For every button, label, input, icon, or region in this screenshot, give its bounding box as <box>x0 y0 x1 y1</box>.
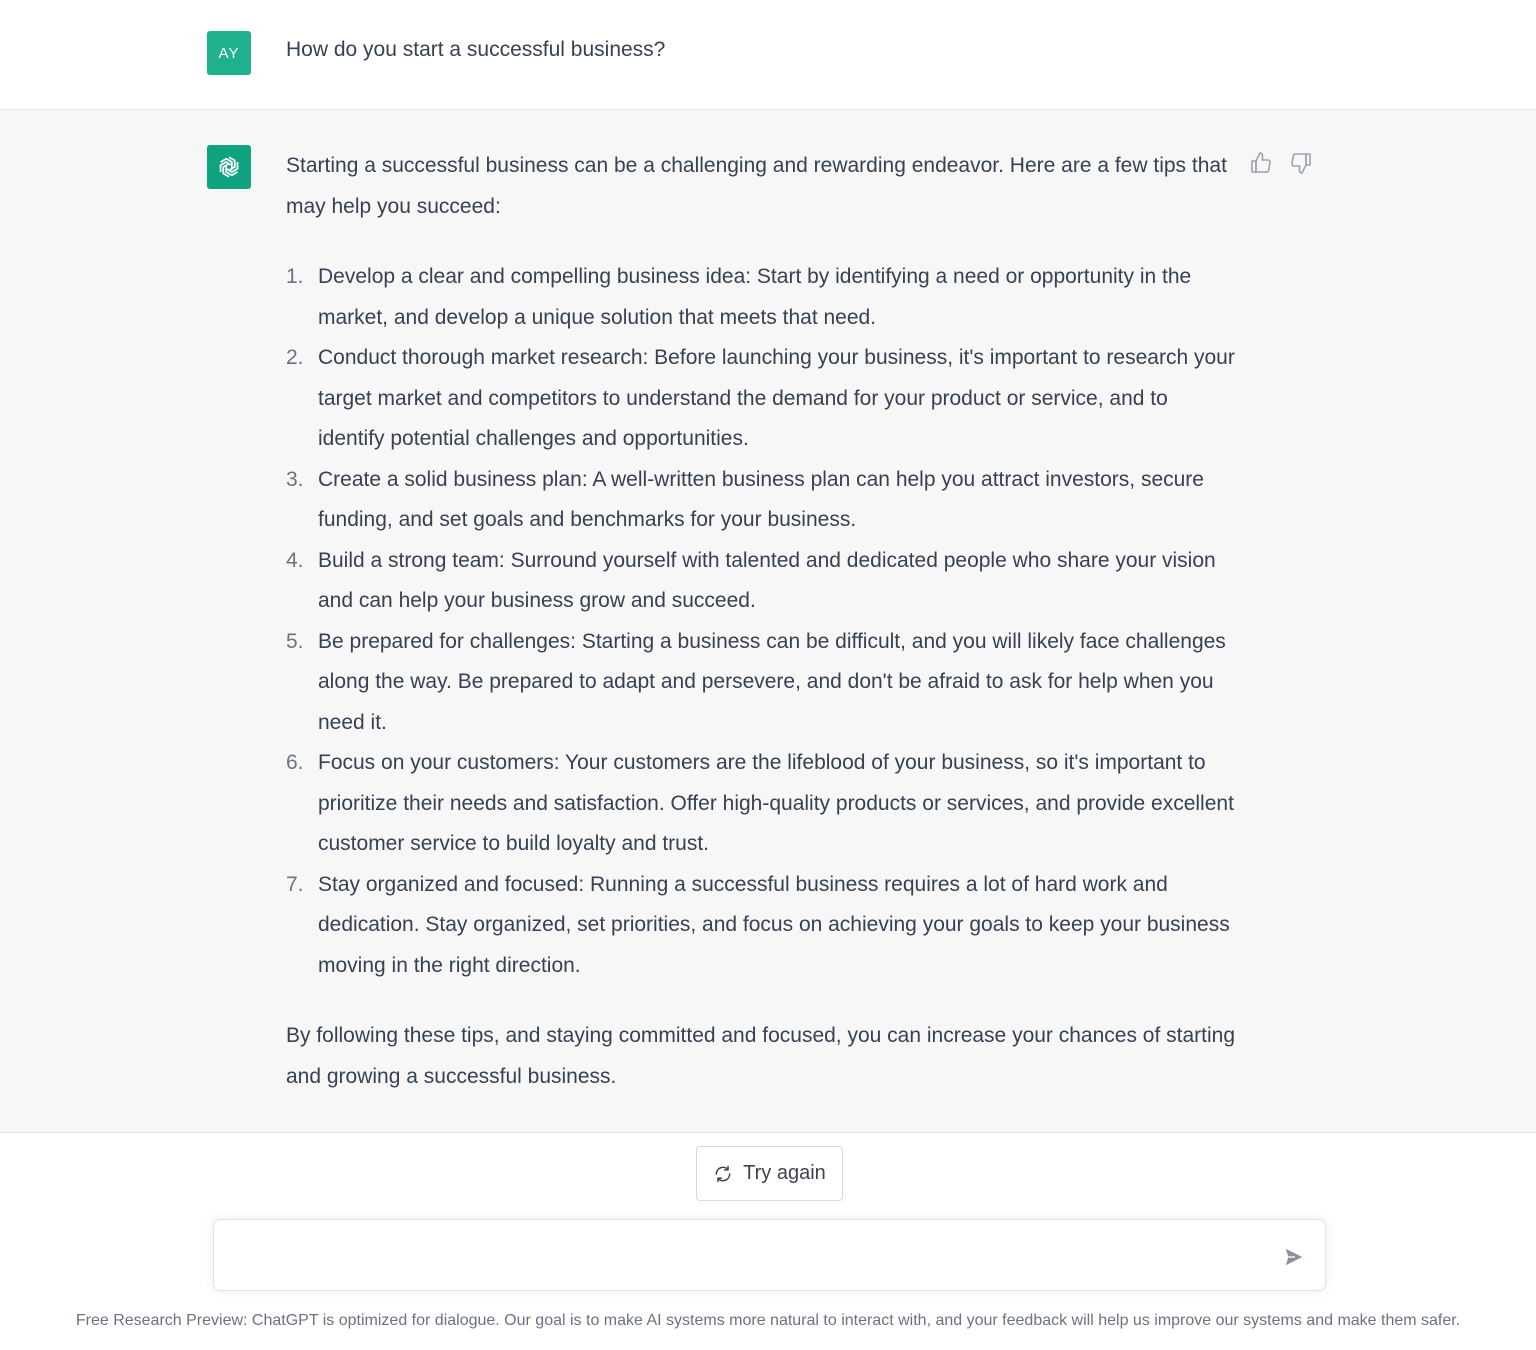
user-avatar <box>207 31 251 75</box>
refresh-icon <box>713 1164 733 1184</box>
tip-text: Stay organized and focused: Running a successful business requires a lot of hard work and dedication. Stay organized, set priorities, and focus on achieving your goals to keep your business moving in the right direction. <box>318 872 1230 977</box>
send-button[interactable] <box>1281 1244 1307 1270</box>
tip-text: Conduct thorough market research: Before launching your business, it's important to research your target market and competitors to understand the demand for your product or service, and to identify potential challenges and opportunities. <box>318 346 1235 450</box>
disclaimer-footer: Free Research Preview: ChatGPT is optimized for dialogue. Our goal is to make AI systems more natural to interact with, and your feedback will help us improve our systems and make them safer. <box>75 1312 1461 1329</box>
tip-number: 1. <box>286 265 304 288</box>
try-again-label: Try again <box>743 1162 826 1184</box>
tip-item-4 <box>286 541 1236 622</box>
tip-item-3 <box>286 460 1236 541</box>
tip-number: 5. <box>286 629 304 653</box>
send-icon <box>1283 1246 1305 1268</box>
user-initials: AY <box>218 44 240 62</box>
thumbs-down-icon <box>1289 151 1313 175</box>
tip-number: 6. <box>286 751 304 774</box>
answer-outro: By following these tips, and staying committed and focused, you can increase your chances of starting and growing a successful business. <box>286 1024 1236 1088</box>
openai-logo-icon <box>214 152 244 182</box>
assistant-answer <box>286 146 1236 1097</box>
thumbs-up-button[interactable] <box>1248 150 1274 176</box>
tip-item-6 <box>286 743 1236 865</box>
tip-item-1 <box>286 257 1236 338</box>
tip-number: 2. <box>286 346 304 369</box>
user-message-text: How do you start a successful business? <box>286 38 666 61</box>
assistant-message-row <box>0 110 1536 1133</box>
thumbs-down-button[interactable] <box>1288 150 1314 176</box>
answer-intro: Starting a successful business can be a challenging and rewarding endeavor. Here are a few tips that may help you succeed: <box>286 154 1227 218</box>
tip-text: Focus on your customers: Your customers are the lifeblood of your business, so it's important to prioritize their needs and satisfaction. Offer high-quality products or services, and provide excellent customer service to build loyalty and trust. <box>318 751 1234 855</box>
tip-item-2 <box>286 338 1236 460</box>
tip-number: 7. <box>286 872 304 896</box>
assistant-avatar <box>207 145 251 189</box>
tip-text: Develop a clear and compelling business idea: Start by identifying a need or opportunity in the market, and develop a unique solution that meets that need. <box>318 265 1192 329</box>
tip-number: 3. <box>286 467 304 491</box>
tips-list <box>286 257 1236 986</box>
tip-item-5 <box>286 622 1236 744</box>
message-input-box <box>213 1219 1326 1291</box>
tip-text: Create a solid business plan: A well-written business plan can help you attract investors, secure funding, and set goals and benchmarks for your business. <box>318 467 1204 531</box>
tip-item-7 <box>286 865 1236 987</box>
tip-text: Build a strong team: Surround yourself with talented and dedicated people who share your vision and can help your business grow and succeed. <box>318 548 1216 612</box>
message-input[interactable] <box>230 1242 1270 1272</box>
thumbs-up-icon <box>1249 151 1273 175</box>
tip-number: 4. <box>286 548 304 572</box>
try-again-button[interactable] <box>696 1146 843 1201</box>
user-message-row <box>0 0 1536 110</box>
tip-text: Be prepared for challenges: Starting a business can be difficult, and you will likely face challenges along the way. Be prepared to adapt and persevere, and don't be afraid to ask for help when you need it. <box>318 629 1226 734</box>
